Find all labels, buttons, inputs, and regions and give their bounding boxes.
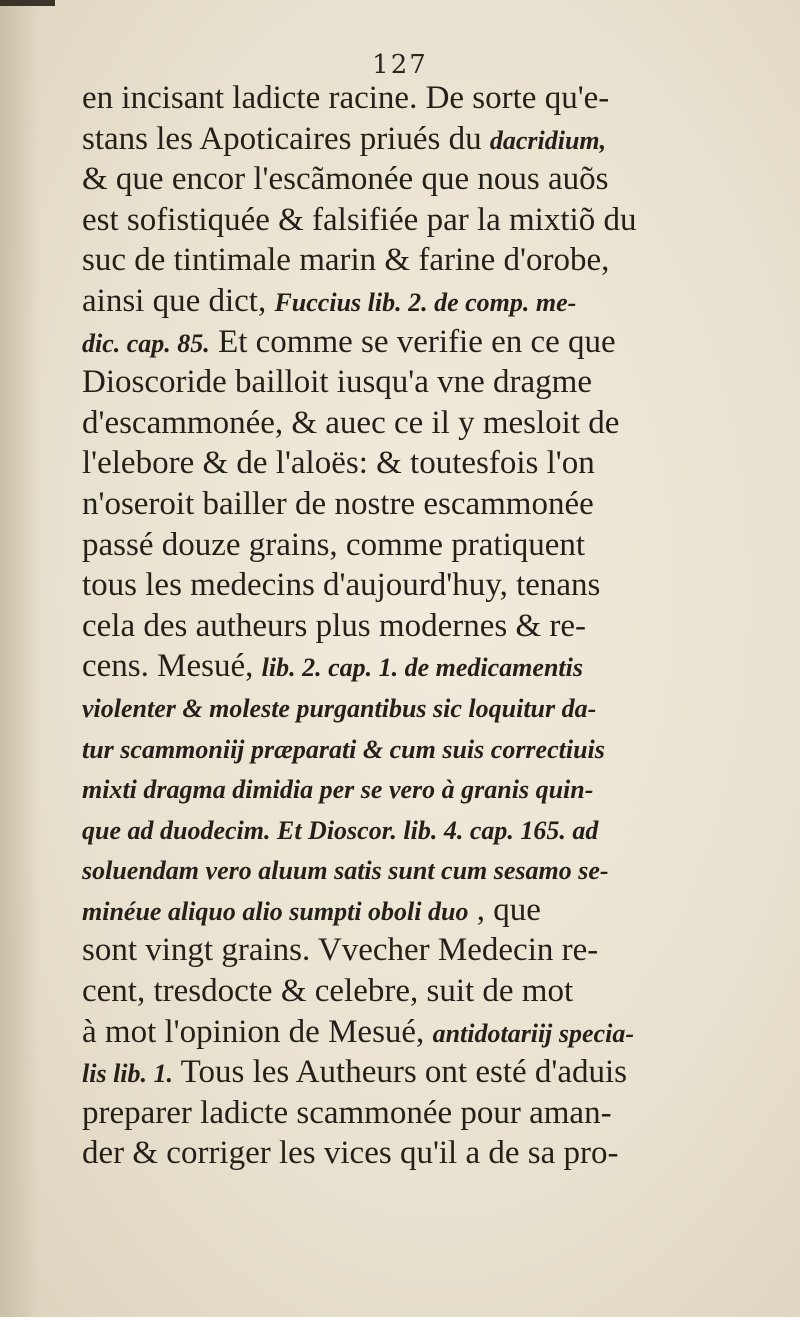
roman-text: suc de tintimale marin & farine d'orobe, xyxy=(82,242,610,279)
text-line xyxy=(82,565,722,606)
roman-text: tous les medecins d'aujourd'huy, tenans xyxy=(82,567,601,604)
text-line xyxy=(82,1052,722,1093)
text-line xyxy=(82,1012,722,1053)
roman-text: d'escammonée, & auec ce il y mesloit de xyxy=(82,404,620,441)
text-line xyxy=(82,606,722,647)
corner-mark xyxy=(0,0,55,6)
text-line xyxy=(82,809,722,850)
italic-text: minéue aliquo alio sumpti oboli duo xyxy=(82,896,469,926)
italic-text: mixti dragma dimidia per se vero à granis quin- xyxy=(82,775,594,805)
roman-text: Tous les Autheurs ont esté d'aduis xyxy=(173,1054,628,1091)
roman-text: en incisant ladicte racine. De sorte qu'e- xyxy=(82,80,610,116)
roman-text: l'elebore & de l'aloës: & toutesfois l'on xyxy=(82,445,595,482)
italic-text: violenter & moleste purgantibus sic loquitur da- xyxy=(82,693,597,723)
text-line xyxy=(82,971,722,1012)
text-line xyxy=(82,768,722,809)
body-text xyxy=(82,78,722,1174)
roman-text: preparer ladicte scammonée pour aman- xyxy=(82,1094,612,1131)
italic-text: soluendam vero aluum satis sunt cum sesamo se- xyxy=(82,856,609,886)
text-line xyxy=(82,322,722,363)
italic-text: tur scammoniĳ præparati & cum suis correctiuis xyxy=(82,734,605,764)
text-line xyxy=(82,78,722,119)
text-line xyxy=(82,240,722,281)
text-line xyxy=(82,849,722,890)
roman-text: der & corriger les vices qu'il a de sa pro- xyxy=(82,1135,619,1172)
roman-text: est sofistiquée & falsifiée par la mixtiõ du xyxy=(82,201,637,238)
text-line xyxy=(82,403,722,444)
roman-text: cela des autheurs plus modernes & re- xyxy=(82,607,586,644)
roman-text: , que xyxy=(468,891,541,928)
roman-text: cens. Mesué, xyxy=(82,648,262,685)
text-line xyxy=(82,484,722,525)
text-line xyxy=(82,443,722,484)
roman-text: Et comme se verifie en ce que xyxy=(209,323,616,360)
text-line xyxy=(82,119,722,160)
text-line xyxy=(82,930,722,971)
roman-text: & que encor l'escãmonée que nous auõs xyxy=(82,161,609,198)
text-line xyxy=(82,281,722,322)
text-line xyxy=(82,159,722,200)
roman-text: Dioscoride bailloit iusqu'a vne dragme xyxy=(82,364,592,401)
roman-text: cent, tresdocte & celebre, suit de mot xyxy=(82,973,574,1010)
roman-text: stans les Apoticaires priués du xyxy=(82,120,490,157)
italic-text: lib. 2. cap. 1. de medicamentis xyxy=(261,653,583,683)
text-line xyxy=(82,1093,722,1134)
roman-text: à mot l'opinion de Mesué, xyxy=(82,1013,433,1050)
text-line xyxy=(82,687,722,728)
italic-text: Fuccius lib. 2. de comp. me- xyxy=(274,287,577,317)
italic-text: que ad duodecim. Et Dioscor. lib. 4. cap. 165. ad xyxy=(82,815,599,845)
text-line xyxy=(82,362,722,403)
text-line xyxy=(82,525,722,566)
italic-text: lis lib. 1. xyxy=(82,1059,174,1089)
roman-text: sont vingt grains. Vvecher Medecin re- xyxy=(82,932,599,969)
text-line xyxy=(82,890,722,931)
italic-text: dacridium, xyxy=(489,125,607,155)
roman-text: n'oseroit bailler de nostre escammonée xyxy=(82,485,594,522)
binding-shadow xyxy=(0,0,40,1317)
text-line xyxy=(82,1133,722,1174)
roman-text: ainsi que dict, xyxy=(82,282,275,319)
italic-text: antidotariĳ specia- xyxy=(432,1018,634,1048)
roman-text: passé douze grains, comme pratiquent xyxy=(82,526,586,563)
text-line xyxy=(82,646,722,687)
italic-text: dic. cap. 85. xyxy=(82,328,210,358)
text-line xyxy=(82,200,722,241)
text-line xyxy=(82,728,722,769)
page-number: 127 xyxy=(372,50,428,80)
